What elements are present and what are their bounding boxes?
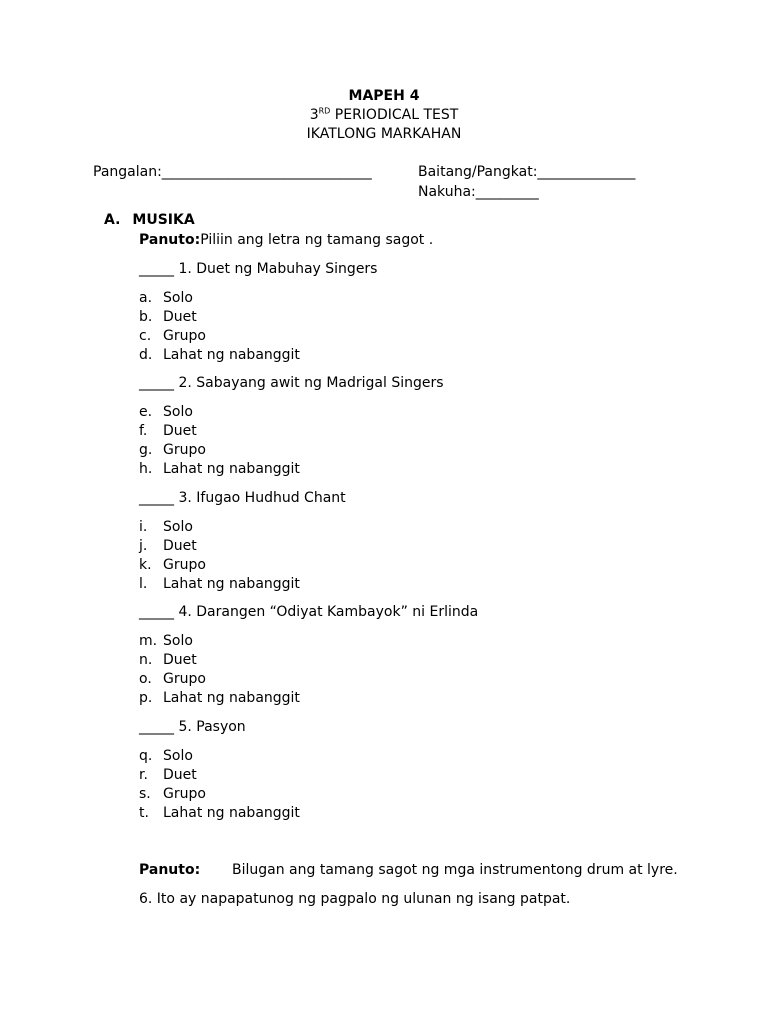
question-prompt: _____ 4. Darangen “Odiyat Kambayok” ni Erlinda [139,604,479,620]
test-number: 3 [309,107,319,123]
choice-item[interactable] [139,653,197,667]
choice-text: Solo [163,290,193,306]
choice-letter: d. [139,347,153,363]
choice-text: Duet [163,423,197,439]
choice-letter: l. [139,576,148,592]
instruction [139,233,433,247]
name-field[interactable] [93,165,372,179]
choice-item[interactable] [139,329,206,343]
choice-item[interactable] [139,424,197,438]
instruction-label: Panuto: [139,232,201,248]
choice-text: Lahat ng nabanggit [163,347,300,363]
question-6: 6. Ito ay napapatunog ng pagpalo ng ulunan ng isang patpat. [139,891,571,907]
choice-item[interactable] [139,577,300,591]
choice-text: Grupo [163,671,206,687]
choice-item[interactable] [139,291,193,305]
instruction-2-text: Bilugan ang tamang sagot ng mga instrumentong drum at lyre. [232,862,678,878]
choice-letter: m. [139,633,158,649]
question-prompt: _____ 2. Sabayang awit ng Madrigal Singers [139,375,444,391]
choice-letter: e. [139,404,153,420]
choice-text: Grupo [163,328,206,344]
choice-item[interactable] [139,310,197,324]
choice-item[interactable] [139,768,197,782]
choice-text: Duet [163,652,197,668]
choice-text: Lahat ng nabanggit [163,690,300,706]
choice-text: Duet [163,538,197,554]
choice-text: Lahat ng nabanggit [163,461,300,477]
question-prompt: _____ 1. Duet ng Mabuhay Singers [139,261,378,277]
section-marker: A. [104,212,121,228]
choice-text: Duet [163,309,197,325]
choice-letter: r. [139,767,148,783]
test-number-suffix: RD [318,106,331,116]
choice-item[interactable] [139,520,193,534]
choice-text: Solo [163,633,193,649]
choice-item[interactable] [139,462,300,476]
choice-letter: g. [139,442,153,458]
choice-text: Solo [163,748,193,764]
choice-text: Lahat ng nabanggit [163,805,300,821]
choice-item[interactable] [139,443,206,457]
choice-letter: n. [139,652,153,668]
choice-letter: t. [139,805,149,821]
question-prompt: _____ 5. Pasyon [139,719,246,735]
score-label: Nakuha: [418,184,476,200]
choice-letter: h. [139,461,153,477]
grade-blank[interactable]: ______________ [537,164,636,180]
choice-letter: f. [139,423,148,439]
choice-text: Grupo [163,786,206,802]
question-prompt: _____ 3. Ifugao Hudhud Chant [139,490,346,506]
choice-item[interactable] [139,348,300,362]
instruction-2 [139,863,200,877]
grade-label: Baitang/Pangkat: [418,164,538,180]
name-label: Pangalan: [93,164,162,180]
section-title: MUSIKA [132,212,195,228]
choice-text: Solo [163,519,193,535]
choice-letter: c. [139,328,152,344]
score-field[interactable] [418,185,539,199]
choice-letter: s. [139,786,151,802]
choice-text: Duet [163,767,197,783]
choice-item[interactable] [139,539,197,553]
grade-field[interactable] [418,165,635,179]
choice-item[interactable] [139,634,193,648]
quarter-title: IKATLONG MARKAHAN [306,126,462,142]
instruction-2-label: Panuto: [139,862,201,878]
test-title [0,108,768,122]
choice-letter: p. [139,690,153,706]
choice-letter: i. [139,519,148,535]
choice-item[interactable] [139,787,206,801]
name-blank[interactable]: ______________________________ [161,164,372,180]
choice-text: Lahat ng nabanggit [163,576,300,592]
score-blank[interactable]: _________ [475,184,539,200]
test-subject: MAPEH 4 [348,88,420,104]
choice-letter: j. [139,538,148,554]
choice-text: Grupo [163,442,206,458]
choice-item[interactable] [139,672,206,686]
choice-item[interactable] [139,405,193,419]
choice-item[interactable] [139,691,300,705]
choice-item[interactable] [139,806,300,820]
section-heading [104,213,195,227]
choice-letter: b. [139,309,153,325]
choice-text: Grupo [163,557,206,573]
choice-item[interactable] [139,749,193,763]
instruction-text: Piliin ang letra ng tamang sagot . [200,232,434,248]
choice-letter: o. [139,671,152,687]
choice-item[interactable] [139,558,206,572]
choice-letter: a. [139,290,153,306]
choice-letter: k. [139,557,152,573]
choice-text: Solo [163,404,193,420]
test-name: PERIODICAL TEST [334,107,459,123]
choice-letter: q. [139,748,153,764]
